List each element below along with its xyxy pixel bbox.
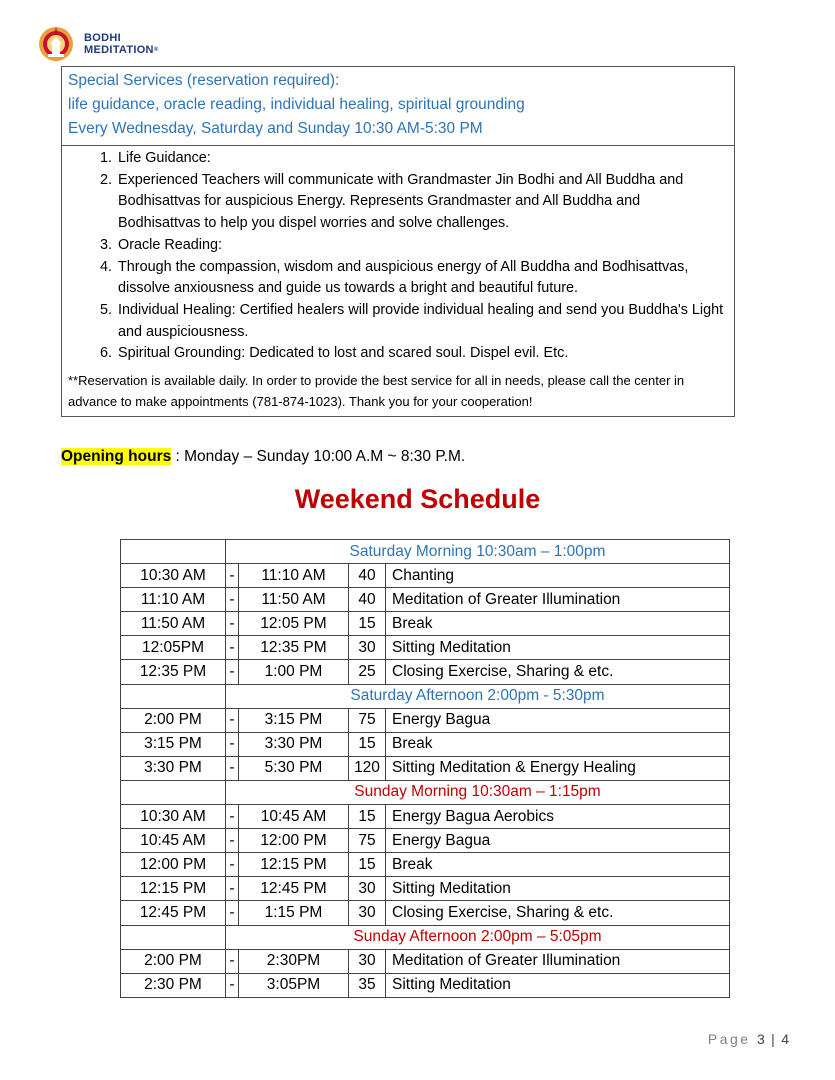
service-item: 5. Individual Healing: Certified healers will provide individual healing and send you Buddha's Light and auspiciousness. [116, 300, 726, 343]
activity: Sitting Meditation [386, 973, 730, 997]
end-time: 3:15 PM [239, 708, 349, 732]
activity: Sitting Meditation & Energy Healing [386, 756, 730, 780]
weekend-schedule-title: Weekend Schedule [294, 484, 541, 514]
duration-minutes: 75 [349, 829, 386, 853]
services-body [62, 146, 734, 416]
reservation-note: **Reservation is available daily. In order to provide the best service for all in needs, please call the center in advance to make appointments (781-874-1023). Thank you for your cooperation! [68, 373, 685, 410]
page-label: Page [707, 1031, 751, 1047]
section-header-blank [121, 780, 226, 804]
time-separator: - [226, 805, 239, 829]
duration-minutes: 15 [349, 732, 386, 756]
services-heading-line: Every Wednesday, Saturday and Sunday 10:30 AM-5:30 PM [68, 120, 483, 137]
section-header-row [121, 684, 730, 708]
start-time: 10:30 AM [121, 805, 226, 829]
time-separator: - [226, 588, 239, 612]
start-time: 2:00 PM [121, 708, 226, 732]
schedule-row [121, 877, 730, 901]
end-time: 5:30 PM [239, 756, 349, 780]
schedule-row [121, 708, 730, 732]
end-time: 12:45 PM [239, 877, 349, 901]
start-time: 11:10 AM [121, 588, 226, 612]
schedule-row [121, 901, 730, 925]
end-time: 2:30PM [239, 949, 349, 973]
activity: Energy Bagua Aerobics [386, 805, 730, 829]
opening-hours [61, 448, 465, 466]
time-separator: - [226, 949, 239, 973]
schedule-row [121, 805, 730, 829]
start-time: 2:30 PM [121, 973, 226, 997]
duration-minutes: 75 [349, 708, 386, 732]
time-separator: - [226, 901, 239, 925]
time-separator: - [226, 564, 239, 588]
activity: Break [386, 853, 730, 877]
start-time: 10:45 AM [121, 829, 226, 853]
weekend-schedule-table [120, 539, 730, 998]
start-time: 2:00 PM [121, 949, 226, 973]
section-header-blank [121, 925, 226, 949]
service-item: 1. Life Guidance: [116, 148, 726, 170]
time-separator: - [226, 732, 239, 756]
activity: Closing Exercise, Sharing & etc. [386, 660, 730, 684]
services-heading-line: life guidance, oracle reading, individual healing, spiritual grounding [68, 96, 525, 113]
start-time: 11:50 AM [121, 612, 226, 636]
services-heading [62, 67, 734, 146]
end-time: 1:00 PM [239, 660, 349, 684]
start-time: 3:30 PM [121, 756, 226, 780]
activity: Chanting [386, 564, 730, 588]
time-separator: - [226, 829, 239, 853]
service-item: 4. Through the compassion, wisdom and auspicious energy of All Buddha and Bodhisattvas, dissolve anxiousness and guide us towards a bright and beautiful future. [116, 257, 726, 300]
section-title: Sunday Morning 10:30am – 1:15pm [226, 780, 730, 804]
end-time: 11:10 AM [239, 564, 349, 588]
end-time: 1:15 PM [239, 901, 349, 925]
start-time: 12:45 PM [121, 901, 226, 925]
duration-minutes: 30 [349, 877, 386, 901]
end-time: 11:50 AM [239, 588, 349, 612]
time-separator: - [226, 973, 239, 997]
service-item: 3. Oracle Reading: [116, 235, 726, 257]
end-time: 12:35 PM [239, 636, 349, 660]
start-time: 3:15 PM [121, 732, 226, 756]
time-separator: - [226, 636, 239, 660]
activity: Break [386, 732, 730, 756]
duration-minutes: 15 [349, 853, 386, 877]
duration-minutes: 15 [349, 612, 386, 636]
page-footer [708, 1031, 789, 1047]
schedule-row [121, 973, 730, 997]
service-item: 2. Experienced Teachers will communicate with Grandmaster Jin Bodhi and All Buddha and Bodhisattvas for auspicious Energy. Represents Grandmaster and All Buddha and Bodhisattvas to help you dispel worries and solve challenges. [116, 170, 726, 235]
activity: Energy Bagua [386, 708, 730, 732]
registered-mark: ® [153, 47, 159, 53]
schedule-row [121, 949, 730, 973]
activity: Meditation of Greater Illumination [386, 588, 730, 612]
start-time: 12:00 PM [121, 853, 226, 877]
end-time: 12:05 PM [239, 612, 349, 636]
schedule-row [121, 588, 730, 612]
end-time: 3:30 PM [239, 732, 349, 756]
schedule-row [121, 612, 730, 636]
section-header-row [121, 925, 730, 949]
section-title: Sunday Afternoon 2:00pm – 5:05pm [226, 925, 730, 949]
activity: Meditation of Greater Illumination [386, 949, 730, 973]
time-separator: - [226, 853, 239, 877]
section-title: Saturday Morning 10:30am – 1:00pm [226, 540, 730, 564]
section-header-row [121, 540, 730, 564]
schedule-row [121, 853, 730, 877]
duration-minutes: 25 [349, 660, 386, 684]
end-time: 10:45 AM [239, 805, 349, 829]
start-time: 12:15 PM [121, 877, 226, 901]
services-heading-line: Special Services (reservation required): [68, 72, 340, 89]
schedule-row [121, 564, 730, 588]
duration-minutes: 15 [349, 805, 386, 829]
section-header-row [121, 780, 730, 804]
section-header-blank [121, 684, 226, 708]
page-total: 4 [781, 1031, 789, 1047]
duration-minutes: 30 [349, 636, 386, 660]
opening-hours-label: Opening hours [61, 448, 172, 465]
schedule-row [121, 732, 730, 756]
time-separator: - [226, 708, 239, 732]
stupa-emblem-icon [36, 22, 80, 66]
duration-minutes: 35 [349, 973, 386, 997]
schedule-row [121, 829, 730, 853]
end-time: 12:00 PM [239, 829, 349, 853]
schedule-row [121, 756, 730, 780]
schedule-row [121, 636, 730, 660]
time-separator: - [226, 612, 239, 636]
duration-minutes: 30 [349, 949, 386, 973]
services-list [68, 148, 726, 365]
activity: Break [386, 612, 730, 636]
page-current: 3 [756, 1031, 765, 1047]
section-title: Saturday Afternoon 2:00pm - 5:30pm [226, 684, 730, 708]
service-item: 6. Spiritual Grounding: Dedicated to lost and scared soul. Dispel evil. Etc. [116, 343, 726, 365]
duration-minutes: 40 [349, 588, 386, 612]
end-time: 3:05PM [239, 973, 349, 997]
end-time: 12:15 PM [239, 853, 349, 877]
activity: Sitting Meditation [386, 636, 730, 660]
activity: Sitting Meditation [386, 877, 730, 901]
duration-minutes: 30 [349, 901, 386, 925]
schedule-row [121, 660, 730, 684]
special-services-box [61, 66, 735, 417]
duration-minutes: 40 [349, 564, 386, 588]
time-separator: - [226, 660, 239, 684]
logo-line2: MEDITATION [84, 44, 154, 56]
activity: Energy Bagua [386, 829, 730, 853]
page-separator: | [771, 1031, 775, 1047]
time-separator: - [226, 877, 239, 901]
time-separator: - [226, 756, 239, 780]
start-time: 12:05PM [121, 636, 226, 660]
opening-hours-text: : Monday – Sunday 10:00 A.M ~ 8:30 P.M. [171, 448, 466, 465]
logo-line1: BODHI [84, 32, 121, 44]
section-header-blank [121, 540, 226, 564]
start-time: 12:35 PM [121, 660, 226, 684]
duration-minutes: 120 [349, 756, 386, 780]
activity: Closing Exercise, Sharing & etc. [386, 901, 730, 925]
start-time: 10:30 AM [121, 564, 226, 588]
